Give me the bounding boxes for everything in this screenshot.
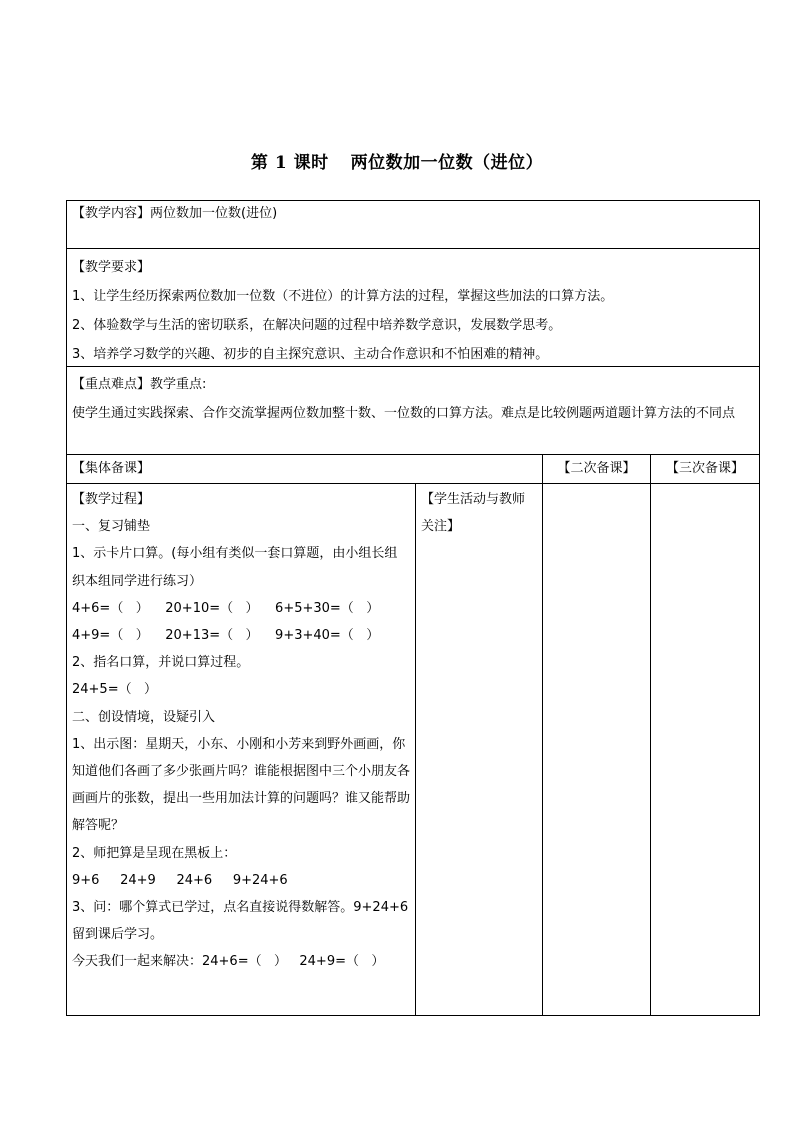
third-prep-header: 【三次备课】	[665, 461, 744, 476]
process-line: 24+5=（ ）	[72, 682, 157, 698]
process-line: 1、示卡片口算。(每小组有类似一套口算题，由小组长组织本组同学进行练习）	[72, 546, 398, 589]
process-line: 【教学过程】	[72, 492, 151, 507]
lesson-plan-table	[66, 200, 760, 1016]
process-line: 1、出示图：星期天，小东、小刚和小芳来到野外画画，你知道他们各画了多少张画片吗？谁能根据图中三个小朋友各画画片的张数，提出一些用加法计算的问题吗？谁又能帮助解答呢？	[72, 736, 411, 834]
requirement-item: 1、让学生经历探索两位数加一位数（不进位）的计算方法的过程，掌握这些加法的口算方法。	[72, 289, 614, 304]
requirement-item: 2、体验数学与生活的密切联系，在解决问题的过程中培养数学意识，发展数学思考。	[72, 318, 562, 333]
teaching-requirements-row	[67, 249, 759, 367]
keypoints-heading: 【重点难点】教学重点:	[72, 377, 207, 392]
lesson-topic: 两位数加一位数（进位）	[350, 153, 544, 173]
teaching-process-cell	[67, 484, 416, 1015]
teaching-content-row	[67, 201, 759, 249]
process-line: 一、复习铺垫	[72, 519, 151, 535]
student-activity-cell	[416, 484, 543, 1015]
requirement-item: 3、培养学习数学的兴趣、初步的自主探究意识、主动合作意识和不怕困难的精神。	[72, 347, 549, 362]
process-line: 2、师把算是呈现在黑板上：	[72, 845, 237, 861]
teaching-content: 【教学内容】两位数加一位数(进位)	[72, 206, 278, 221]
group-prep-header: 【集体备课】	[72, 461, 151, 476]
process-line: 4+6=（ ） 20+10=（ ） 6+5+30=（ ）	[72, 600, 380, 616]
process-row	[67, 484, 759, 1015]
process-line: 9+6 24+9 24+6 9+24+6	[72, 872, 288, 888]
lesson-number: 第 1 课时	[250, 153, 329, 173]
second-prep-header: 【二次备课】	[557, 461, 636, 476]
keypoints-text: 使学生通过实践探索、合作交流掌握两位数加整十数、一位数的口算方法。难点是比较例题两道题计算方法的不同点	[72, 406, 736, 421]
prep-header-row	[67, 455, 759, 484]
process-line: 二、创设情境，设疑引入	[72, 709, 216, 725]
requirements-heading: 【教学要求】	[72, 260, 151, 275]
process-line: 今天我们一起来解决：24+6=（ ） 24+9=（ ）	[72, 954, 385, 970]
page-title	[0, 148, 794, 173]
process-line: 2、指名口算，并说口算过程。	[72, 655, 250, 671]
process-line: 3、问：哪个算式已学过，点名直接说得数解答。9+24+6 留到课后学习。	[72, 900, 409, 943]
student-activity-heading: 【学生活动与教师关注】	[421, 492, 526, 534]
third-prep-cell	[651, 484, 759, 1015]
key-points-row	[67, 367, 759, 455]
process-line: 4+9=（ ） 20+13=（ ） 9+3+40=（ ）	[72, 628, 380, 644]
second-prep-cell	[543, 484, 651, 1015]
